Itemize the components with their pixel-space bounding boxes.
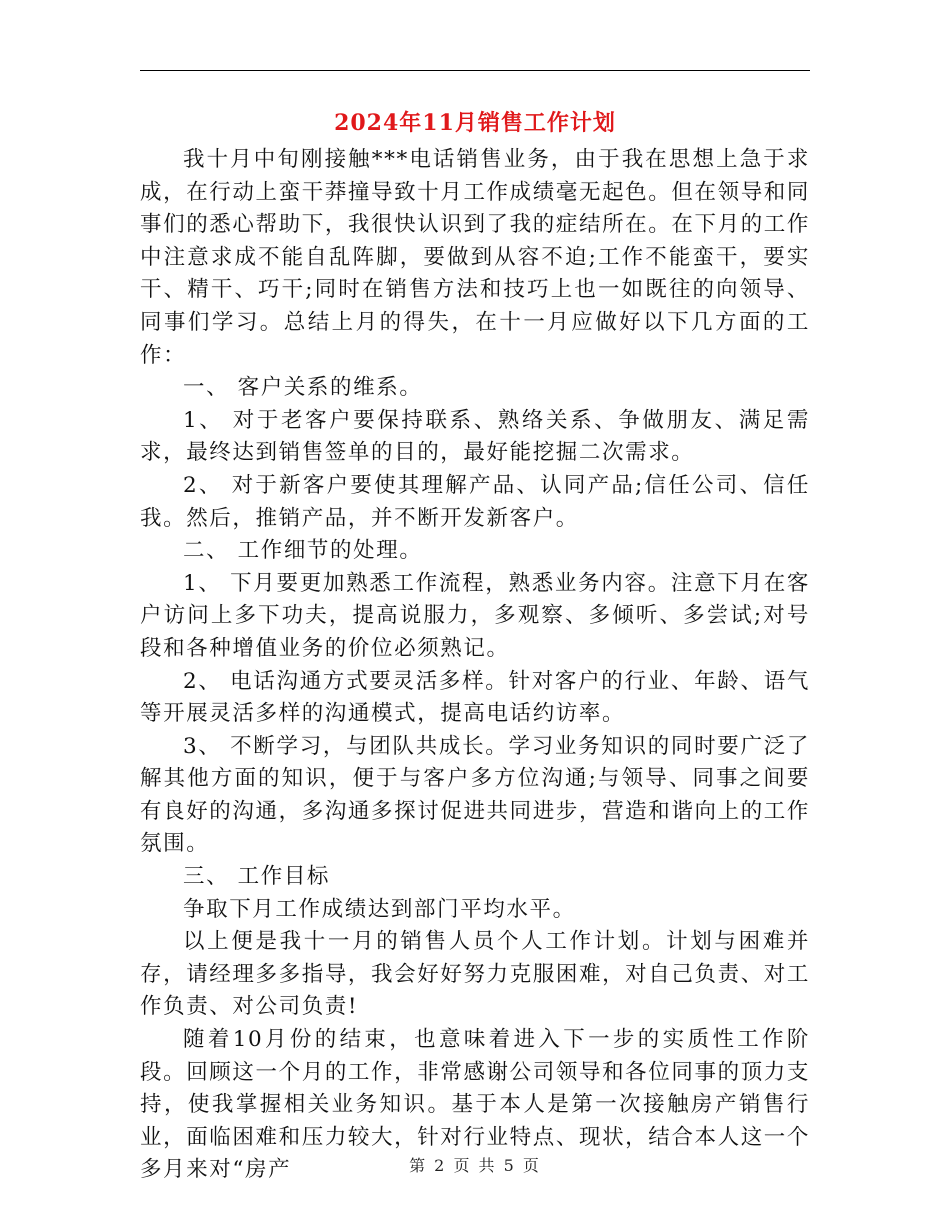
paragraph-old-customers: 1、 对于老客户要保持联系、熟络关系、争做朋友、满足需求，最终达到销售签单的目的，最好能挖掘二次需求。: [140, 407, 810, 466]
heading-customer-relations: 一、 客户关系的维系。: [183, 375, 423, 401]
heading-work-goals: 三、 工作目标: [183, 864, 331, 890]
document-title: 2024年11月销售工作计划: [334, 110, 616, 136]
paragraph-new-customers: 2、 对于新客户要使其理解产品、认同产品;信任公司、信任我。然后，推销产品，并不断开发新客户。: [140, 472, 810, 531]
header-rule: [140, 70, 810, 71]
paragraph-workflow: 1、 下月要更加熟悉工作流程，熟悉业务内容。注意下月在客户访问上多下功夫，提高说服力，多观察、多倾听、多尝试;对号段和各种增值业务的价位必须熟记。: [140, 570, 810, 661]
paragraph-phone-communication: 2、 电话沟通方式要灵活多样。针对客户的行业、年龄、语气等开展灵活多样的沟通模式，提高电话约访率。: [140, 668, 810, 727]
paragraph-intro: 我十月中旬刚接触***电话销售业务，由于我在思想上急于求成，在行动上蛮干莽撞导致十月工作成绩毫无起色。但在领导和同事们的悉心帮助下，我很快认识到了我的症结所在。在下月的工作中注意求成不能自乱阵脚，要做到从容不迫;工作不能蛮干，要实干、精干、巧干;同时在销售方法和技巧上也一如既往的向领导、同事们学习。总结上月的得失，在十一月应做好以下几方面的工作：: [140, 147, 810, 368]
heading-work-details: 二、 工作细节的处理。: [183, 538, 423, 564]
paragraph-summary: 以上便是我十一月的销售人员个人工作计划。计划与困难并存，请经理多多指导，我会好好努力克服困难，对自己负责、对工作负责、对公司负责!: [140, 929, 810, 1020]
paragraph-goal: 争取下月工作成绩达到部门平均水平。: [183, 896, 576, 922]
paragraph-learning: 3、 不断学习，与团队共成长。学习业务知识的同时要广泛了解其他方面的知识，便于与客户多方位沟通;与领导、同事之间要有良好的沟通，多沟通多探讨促进共同进步，营造和谐向上的工作氛围。: [140, 733, 810, 857]
document-body: [140, 144, 810, 1187]
page-number-footer: 第 2 页 共 5 页: [409, 1156, 541, 1175]
paragraph-review: 随着10月份的结束，也意味着进入下一步的实质性工作阶段。回顾这一个月的工作，非常感谢公司领导和各位同事的顶力支持，使我掌握相关业务知识。基于本人是第一次接触房产销售行业，面临困难和压力较大，针对行业特点、现状，结合本人这一个多月来对“房产: [140, 1027, 810, 1183]
